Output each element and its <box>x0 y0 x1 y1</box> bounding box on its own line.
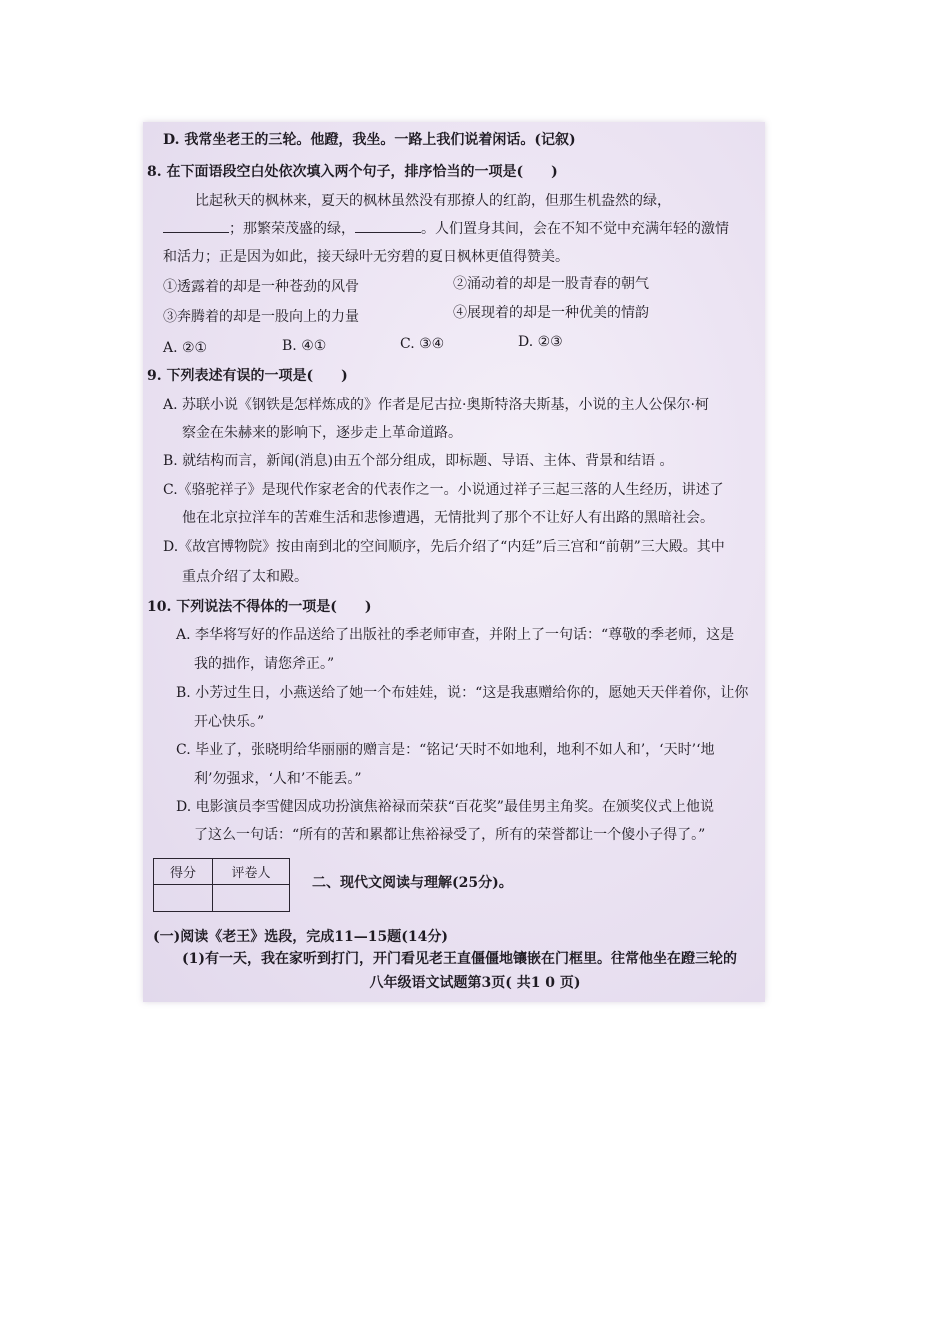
q8-paragraph-line2: ；那繁荣茂盛的绿， 。人们置身其间，会在不知不觉中充满年轻的激情 <box>163 220 729 238</box>
section-2-heading: 二、现代文阅读与理解(25分)。 <box>312 875 513 891</box>
q9-option-b: B. 就结构而言，新闻(消息)由五个部分组成，即标题、导语、主体、背景和结语 。 <box>163 453 674 469</box>
q8-paragraph-line3: 和活力；正是因为如此，接天绿叶无穷碧的夏日枫林更值得赞美。 <box>163 249 569 265</box>
reading-1-heading: (一)阅读《老王》选段，完成11—15题(14分) <box>153 929 448 945</box>
q8-sentence-2: ②涌动着的却是一股青春的朝气 <box>453 276 649 292</box>
q9-stem: 9. 下列表述有误的一项是( ) <box>147 368 348 384</box>
q8-option-a: A. ②① <box>163 340 208 356</box>
q10-option-d-line2: 了这么一句话：“所有的苦和累都让焦裕禄受了，所有的荣誉都让一个傻小子得了。” <box>194 827 706 843</box>
q9-option-d-line2: 重点介绍了太和殿。 <box>182 569 308 585</box>
blank-1 <box>163 220 229 233</box>
q8-option-c: C. ③④ <box>400 336 445 352</box>
passage-paragraph-1: (1)有一天，我在家听到打门，开门看见老王直僵僵地镶嵌在门框里。往常他坐在蹬三轮的 <box>182 951 737 967</box>
q8-paragraph-line1: 比起秋天的枫林来，夏天的枫林虽然没有那撩人的红韵，但那生机盎然的绿， <box>195 193 671 209</box>
blank-2 <box>355 220 421 233</box>
score-cell <box>154 885 213 912</box>
q10-option-c-line2: 利’勿强求，‘人和’不能丢。” <box>194 771 362 787</box>
q10-option-b-line2: 开心快乐。” <box>194 714 265 730</box>
q10-option-a-line1: A. 李华将写好的作品送给了出版社的季老师审查，并附上了一句话：“尊敬的季老师，这是 <box>176 627 735 643</box>
q8-sentence-3: ③奔腾着的却是一股向上的力量 <box>163 309 359 325</box>
q8-sentence-4: ④展现着的却是一种优美的情韵 <box>453 305 649 321</box>
q8-stem: 8. 在下面语段空白处依次填入两个句子，排序恰当的一项是( ) <box>147 164 558 180</box>
grader-header: 评卷人 <box>213 859 290 885</box>
q9-option-c-line2: 他在北京拉洋车的苦难生活和悲惨遭遇，无情批判了那个不让好人有出路的黑暗社会。 <box>182 510 714 526</box>
q10-option-b-line1: B. 小芳过生日，小燕送给了她一个布娃娃，说：“这是我惠赠给你的，愿她天天伴着你，让你 <box>176 685 749 701</box>
q10-stem: 10. 下列说法不得体的一项是( ) <box>147 599 372 615</box>
q10-option-a-line2: 我的拙作，请您斧正。” <box>194 656 335 672</box>
grader-cell <box>213 885 290 912</box>
score-table <box>153 858 290 912</box>
q9-option-d-line1: D.《故宫博物院》按由南到北的空间顺序，先后介绍了“内廷”后三宫和“前朝”三大殿。其中 <box>163 539 725 555</box>
score-header: 得分 <box>154 859 213 885</box>
q9-option-c-line1: C.《骆驼祥子》是现代作家老舍的代表作之一。小说通过祥子三起三落的人生经历，讲述了 <box>163 482 724 498</box>
q7-option-d: D. 我常坐老王的三轮。他蹬，我坐。一路上我们说着闲话。(记叙) <box>163 132 576 148</box>
q10-option-c-line1: C. 毕业了，张晓明给华丽丽的赠言是：“铭记‘天时不如地利，地利不如人和’，‘天时’‘地 <box>176 742 715 758</box>
q9-option-a-line2: 察金在朱赫来的影响下，逐步走上革命道路。 <box>182 425 462 441</box>
q8-sentence-1: ①透露着的却是一种苍劲的风骨 <box>163 279 359 295</box>
q10-option-d-line1: D. 电影演员李雪健因成功扮演焦裕禄而荣获“百花奖”最佳男主角奖。在颁奖仪式上他说 <box>176 799 714 815</box>
q9-option-a-line1: A. 苏联小说《钢铁是怎样炼成的》作者是尼古拉·奥斯特洛夫斯基，小说的主人公保尔·柯 <box>163 397 709 413</box>
page-footer: 八年级语文试题第3页( 共1 0 页) <box>369 975 581 991</box>
q8-option-b: B. ④① <box>282 338 327 354</box>
q8-option-d: D. ②③ <box>518 334 563 350</box>
